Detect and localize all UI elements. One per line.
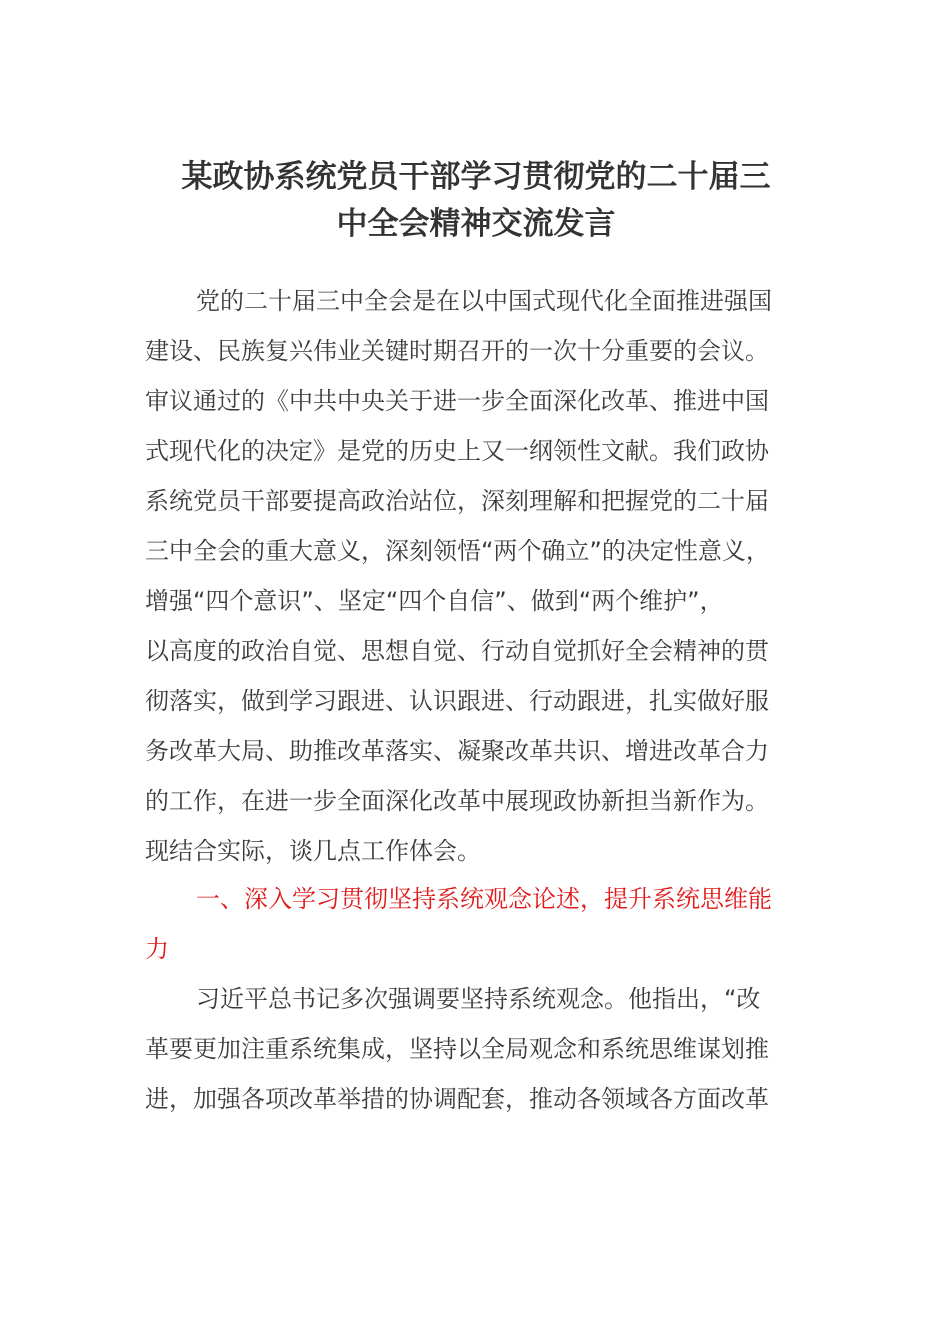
paragraph-line: 现结合实际，谈几点工作体会。 bbox=[145, 837, 481, 865]
paragraph-line: 革要更加注重系统集成，坚持以全局观念和系统思维谋划推 bbox=[145, 1035, 769, 1063]
paragraph-line: 彻落实，做到学习跟进、认识跟进、行动跟进，扎实做好服 bbox=[145, 687, 769, 715]
paragraph-line: 以高度的政治自觉、思想自觉、行动自觉抓好全会精神的贯 bbox=[145, 637, 769, 665]
paragraph-line: 务改革大局、助推改革落实、凝聚改革共识、增进改革合力 bbox=[145, 737, 769, 765]
section-heading-line: 力 bbox=[145, 935, 169, 963]
section-heading-1 bbox=[145, 874, 805, 974]
document-title-line-2: 中全会精神交流发言 bbox=[336, 206, 616, 242]
paragraph-line: 习近平总书记多次强调要坚持系统观念。他指出，“改 bbox=[196, 985, 761, 1013]
paragraph-line: 审议通过的《中共中央关于进一步全面深化改革、推进中国 bbox=[145, 387, 769, 415]
document-title-line-1: 某政协系统党员干部学习贯彻党的二十届三 bbox=[181, 159, 771, 195]
paragraph-line: 的工作，在进一步全面深化改革中展现政协新担当新作为。 bbox=[145, 787, 769, 815]
paragraph-line: 党的二十届三中全会是在以中国式现代化全面推进强国 bbox=[196, 287, 772, 315]
paragraph-section1 bbox=[145, 974, 805, 1124]
paragraph-line: 三中全会的重大意义，深刻领悟“两个确立”的决定性意义， bbox=[145, 537, 770, 565]
paragraph-intro bbox=[145, 276, 805, 876]
paragraph-line: 系统党员干部要提高政治站位，深刻理解和把握党的二十届 bbox=[145, 487, 769, 515]
paragraph-line: 进，加强各项改革举措的协调配套，推动各领域各方面改革 bbox=[145, 1085, 769, 1113]
section-heading-line: 一、深入学习贯彻坚持系统观念论述，提升系统思维能 bbox=[196, 885, 772, 913]
paragraph-line: 建设、民族复兴伟业关键时期召开的一次十分重要的会议。 bbox=[145, 337, 769, 365]
paragraph-line: 式现代化的决定》是党的历史上又一纲领性文献。我们政协 bbox=[145, 437, 769, 465]
paragraph-line: 增强“四个意识”、坚定“四个自信”、做到“两个维护”， bbox=[145, 587, 724, 615]
